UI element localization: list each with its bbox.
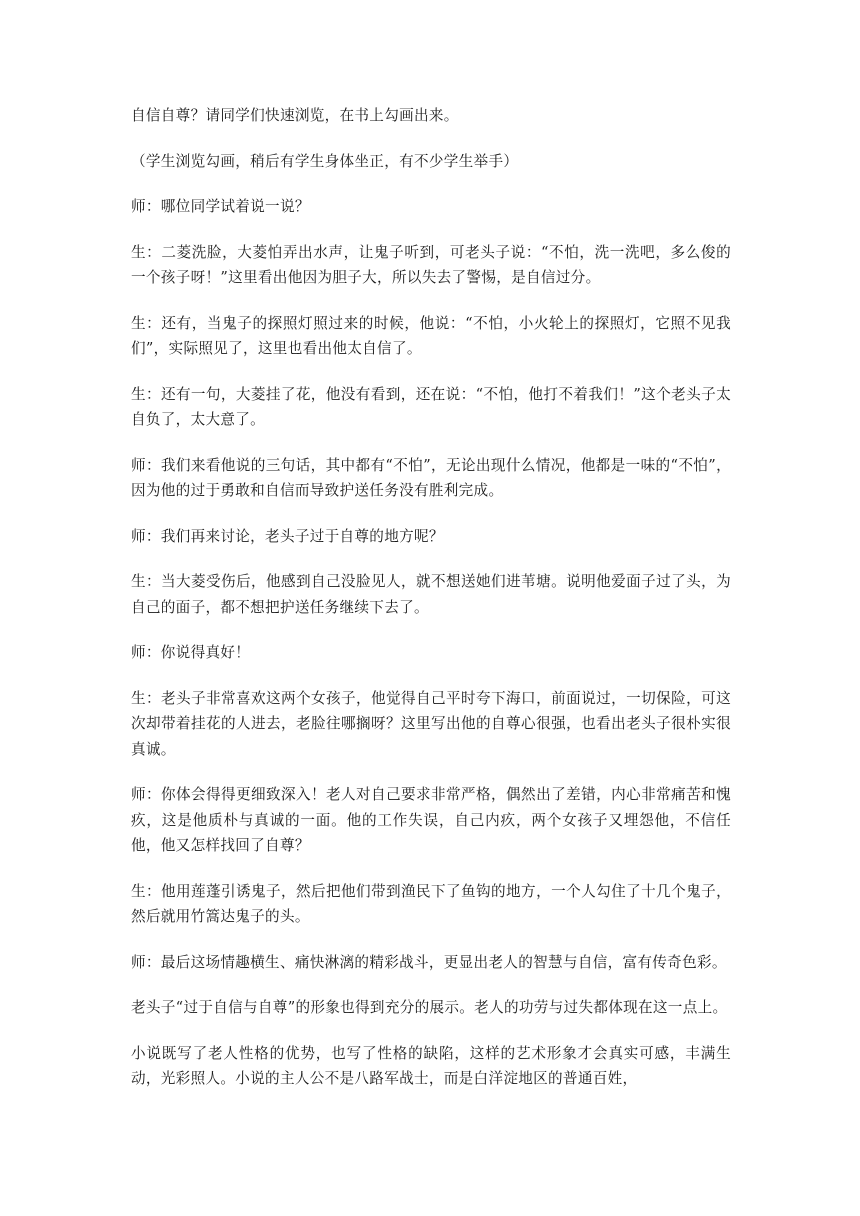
paragraph: 师：你体会得得更细致深入！老人对自己要求非常严格，偶然出了差错，内心非常痛苦和愧疚，这是他质朴与真诚的一面。他的工作失误，自己内疚，两个女孩子又埋怨他，不信任他，他又怎样找回了自尊？ [131,786,731,854]
paragraph: 师：哪位同学试着说一说？ [131,198,310,215]
paragraph: 生：当大菱受伤后，他感到自己没脸见人，就不想送她们进苇塘。说明他爱面子过了头，为自己的面子，都不想把护送任务继续下去了。 [131,573,731,616]
paragraph: 生：他用莲蓬引诱鬼子，然后把他们带到渔民下了鱼钩的地方，一个人勾住了十几个鬼子，然后就用竹篙达鬼子的头。 [131,882,731,925]
paragraph: 老头子“过于自信与自尊”的形象也得到充分的展示。老人的功劳与过失都体现在这一点上。 [131,999,728,1016]
document-page [131,103,731,1112]
paragraph: 师：你说得真好！ [131,644,251,661]
paragraph: 生：还有，当鬼子的探照灯照过来的时候，他说：“不怕，小火轮上的探照灯，它照不见我们”，实际照见了，这里也看出他太自信了。 [131,314,731,357]
paragraph: 生：二菱洗脸，大菱怕弄出水声，让鬼子听到，可老头子说：“不怕，洗一洗吧，多么俊的一个孩子呀！”这里看出他因为胆子大，所以失去了警惕，是自信过分。 [131,243,731,286]
paragraph: 自信自尊？请同学们快速浏览，在书上勾画出来。 [131,107,459,124]
paragraph: 小说既写了老人性格的优势，也写了性格的缺陷，这样的艺术形象才会真实可感，丰满生动，光彩照人。小说的主人公不是八路军战士，而是白洋淀地区的普通百姓， [131,1044,731,1087]
paragraph: 师：我们来看他说的三句话，其中都有“不怕”，无论出现什么情况，他都是一味的“不怕”，因为他的过于勇敢和自信而导致护送任务没有胜利完成。 [131,456,731,499]
paragraph: 师：最后这场情趣横生、痛快淋漓的精彩战斗，更显出老人的智慧与自信，富有传奇色彩。 [131,953,727,971]
paragraph: 生：还有一句，大菱挂了花，他没有看到，还在说：“不怕，他打不着我们！”这个老头子太自负了，太大意了。 [131,385,731,428]
paragraph: 生：老头子非常喜欢这两个女孩子，他觉得自己平时夸下海口，前面说过，一切保险，可这次却带着挂花的人进去，老脸往哪搁呀？这里写出他的自尊心很强，也看出老头子很朴实很真诚。 [131,689,731,758]
paragraph: 师：我们再来讨论，老头子过于自尊的地方呢？ [131,527,444,545]
paragraph: （学生浏览勾画，稍后有学生身体坐正，有不少学生举手） [131,152,519,170]
